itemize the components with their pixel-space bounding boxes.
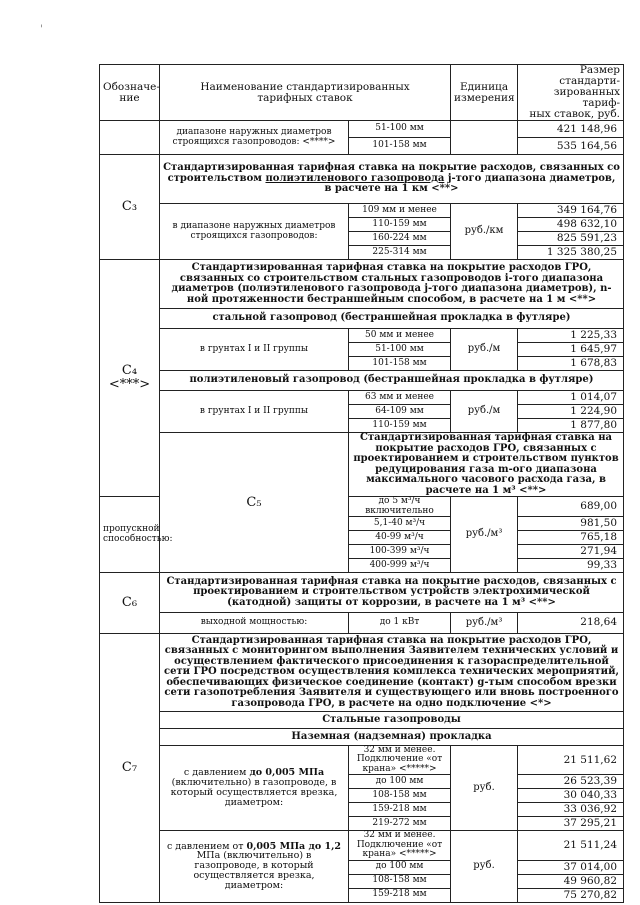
c5-label: пропускной способностью: xyxy=(100,497,160,573)
c3-title-text: Стандартизированная тарифная ставка на покрытие расходов, связанных со строительством xyxy=(163,162,620,184)
range-cell: 100-399 м³/ч xyxy=(349,544,451,558)
value-cell: 26 523,39 xyxy=(518,775,624,789)
range-cell: 225-314 мм xyxy=(349,246,451,260)
c7-subtitle2-row xyxy=(100,728,624,745)
range-cell: 50 мм и менее xyxy=(349,329,451,343)
c7-group2-label xyxy=(160,831,349,902)
c4-steel-unit: руб./м xyxy=(451,329,518,371)
value-cell: 1 877,80 xyxy=(518,419,624,433)
c7-subtitle-2: Наземная (надземная) прокладка xyxy=(160,728,624,745)
value-cell: 349 164,76 xyxy=(518,204,624,218)
range-cell: 64-109 мм xyxy=(349,405,451,419)
value-cell: 21 511,62 xyxy=(518,745,624,774)
range-cell: 101-158 мм xyxy=(349,357,451,371)
value-cell: 498 632,10 xyxy=(518,218,624,232)
value-cell: 981,50 xyxy=(518,516,624,530)
table-row xyxy=(100,745,624,774)
c3-code: C₃ xyxy=(100,155,160,260)
table-header-row xyxy=(100,65,624,121)
unit-cell-empty xyxy=(451,121,518,155)
c4-title-row xyxy=(100,260,624,309)
c6-code: C₆ xyxy=(100,572,160,633)
c6-title-row xyxy=(100,572,624,612)
margin-mark: ' xyxy=(40,24,43,35)
c4-poly-subtitle-row xyxy=(100,371,624,391)
range-cell: 40-99 м³/ч xyxy=(349,530,451,544)
range-cell: 63 мм и менее xyxy=(349,391,451,405)
c3-unit: руб./км xyxy=(451,204,518,260)
table-row xyxy=(100,121,624,138)
c7-group2-unit: руб. xyxy=(451,831,518,902)
header-unit: Единица измерения xyxy=(451,65,518,121)
table-row xyxy=(100,329,624,343)
range-cell: 160-224 мм xyxy=(349,232,451,246)
c3-title-text-end: j-того диапазона диаметров, в расчете на 1 км <**> xyxy=(324,172,616,195)
c5-unit: руб./м³ xyxy=(451,497,518,573)
value-cell: 49 960,82 xyxy=(518,874,624,888)
range-cell: до 100 мм xyxy=(349,860,451,874)
table-row xyxy=(100,391,624,405)
range-cell: 32 мм и менее. Подключение «от крана» <*****> xyxy=(349,831,451,860)
range-cell: 109 мм и менее xyxy=(349,204,451,218)
top-label: диапазоне наружных диаметров строящихся газопроводов: <****> xyxy=(160,121,349,155)
c7-group1-unit: руб. xyxy=(451,745,518,830)
table-row xyxy=(100,612,624,633)
range-cell: 101-158 мм xyxy=(349,138,451,155)
tariff-table xyxy=(99,64,624,903)
label-text: с давлением xyxy=(183,767,250,779)
c4-title: Стандартизированная тарифная ставка на покрытие расходов ГРО, связанных со строительством стальных газопроводов i-того диапазона диаметров (полиэтиленового газопровода j-того диапазона диаметров), n-ной протяженности бестраншейным способом, в расчете на 1 м <**> xyxy=(160,260,624,309)
range-cell: до 5 м³/ч включительно xyxy=(349,497,451,517)
value-cell: 1 325 380,25 xyxy=(518,246,624,260)
c5-title-row xyxy=(100,433,624,497)
value-cell: 1 678,83 xyxy=(518,357,624,371)
c4-steel-subtitle-row xyxy=(100,309,624,329)
c7-title-row xyxy=(100,633,624,711)
range-cell: до 1 кВт xyxy=(349,612,451,633)
c4-poly-label: в грунтах I и II группы xyxy=(160,391,349,433)
value-cell: 1 014,07 xyxy=(518,391,624,405)
c4-code: C₄ <***> xyxy=(100,260,160,497)
value-cell: 1 225,33 xyxy=(518,329,624,343)
c6-title: Стандартизированная тарифная ставка на покрытие расходов, связанных с проектированием и строительством устройств электрохимической (катодной) защиты от коррозии, в расчете на 1 м³ <**> xyxy=(160,572,624,612)
value-cell: 1 224,90 xyxy=(518,405,624,419)
header-name: Наименование стандартизированных тарифных ставок xyxy=(160,65,451,121)
c3-label: в диапазоне наружных диаметров строящихся газопроводов: xyxy=(160,204,349,260)
range-cell: 400-999 м³/ч xyxy=(349,558,451,572)
c7-title: Стандартизированная тарифная ставка на покрытие расходов ГРО, связанных с мониторингом выполнения Заявителем технических условий и осуществлением фактического присоединения к газораспределительной сети ГРО посредством осуществления комплекса технических мероприятий, обеспечивающих физическое соединение (контакт) g-тым способом врезки сети газопотребления Заявителя и существующего или вновь построенного газопровода ГРО, в расчете на одно подключение <*> xyxy=(160,633,624,711)
range-cell: 219-272 мм xyxy=(349,817,451,831)
range-cell: 108-158 мм xyxy=(349,874,451,888)
label-text-end: (включительно) в газопроводе, в который осуществляется врезка, диаметром: xyxy=(170,777,338,809)
c4-poly-subtitle: полиэтиленовый газопровод (бестраншейная прокладка в футляре) xyxy=(160,371,624,391)
value-cell: 765,18 xyxy=(518,530,624,544)
range-cell: 108-158 мм xyxy=(349,789,451,803)
value-cell: 218,64 xyxy=(518,612,624,633)
c5-title: Стандартизированная тарифная ставка на покрытие расходов ГРО, связанных с проектированием и строительством пунктов редуцирования газа m-ого диапазона максимального часового расхода газа, в расчете на 1 м³ <**> xyxy=(349,433,624,497)
range-cell: 110-159 мм xyxy=(349,419,451,433)
c4-poly-unit: руб./м xyxy=(451,391,518,433)
label-bold: 0,005 МПа до 1,2 xyxy=(246,840,342,852)
header-code: Обозначе- ние xyxy=(100,65,160,121)
value-cell: 37 014,00 xyxy=(518,860,624,874)
c4-steel-subtitle: стальной газопровод (бестраншейная прокладка в футляре) xyxy=(160,309,624,329)
c7-subtitle1-row xyxy=(100,711,624,728)
c3-title xyxy=(160,155,624,204)
range-cell: 159-218 мм xyxy=(349,888,451,902)
range-cell: 51-100 мм xyxy=(349,121,451,138)
c3-title-row xyxy=(100,155,624,204)
c5-code: C₅ xyxy=(160,433,349,573)
value-cell: 99,33 xyxy=(518,558,624,572)
header-value: Размер стандарти- зированных тариф- ных ставок, руб. xyxy=(518,65,624,121)
value-cell: 421 148,96 xyxy=(518,121,624,138)
value-cell: 689,00 xyxy=(518,497,624,517)
value-cell: 271,94 xyxy=(518,544,624,558)
value-cell: 37 295,21 xyxy=(518,817,624,831)
range-cell: 32 мм и менее. Подключение «от крана» <*****> xyxy=(349,745,451,774)
value-cell: 825 591,23 xyxy=(518,232,624,246)
value-cell: 1 645,97 xyxy=(518,343,624,357)
c4-steel-label: в грунтах I и II группы xyxy=(160,329,349,371)
value-cell: 75 270,82 xyxy=(518,888,624,902)
range-cell: 51-100 мм xyxy=(349,343,451,357)
c7-code: C₇ xyxy=(100,633,160,902)
value-cell: 535 164,56 xyxy=(518,138,624,155)
label-bold: до 0,005 МПа xyxy=(249,767,325,779)
range-cell: 5,1-40 м³/ч xyxy=(349,516,451,530)
c6-unit: руб./м³ xyxy=(451,612,518,633)
value-cell: 30 040,33 xyxy=(518,789,624,803)
c6-label: выходной мощностью: xyxy=(160,612,349,633)
c7-group1-label xyxy=(160,745,349,830)
c3-title-underlined: полиэтиленового газопровода xyxy=(265,172,445,184)
value-cell: 21 511,24 xyxy=(518,831,624,860)
range-cell: 110-159 мм xyxy=(349,218,451,232)
table-row xyxy=(100,204,624,218)
value-cell: 33 036,92 xyxy=(518,803,624,817)
range-cell: 159-218 мм xyxy=(349,803,451,817)
code-cell-empty xyxy=(100,121,160,155)
label-text: с давлением от xyxy=(166,840,247,852)
c7-subtitle-1: Стальные газопроводы xyxy=(160,711,624,728)
table-row xyxy=(100,831,624,860)
label-text-end: МПа (включительно) в газопроводе, в который осуществляется врезка, диаметром: xyxy=(193,850,315,892)
range-cell: до 100 мм xyxy=(349,775,451,789)
